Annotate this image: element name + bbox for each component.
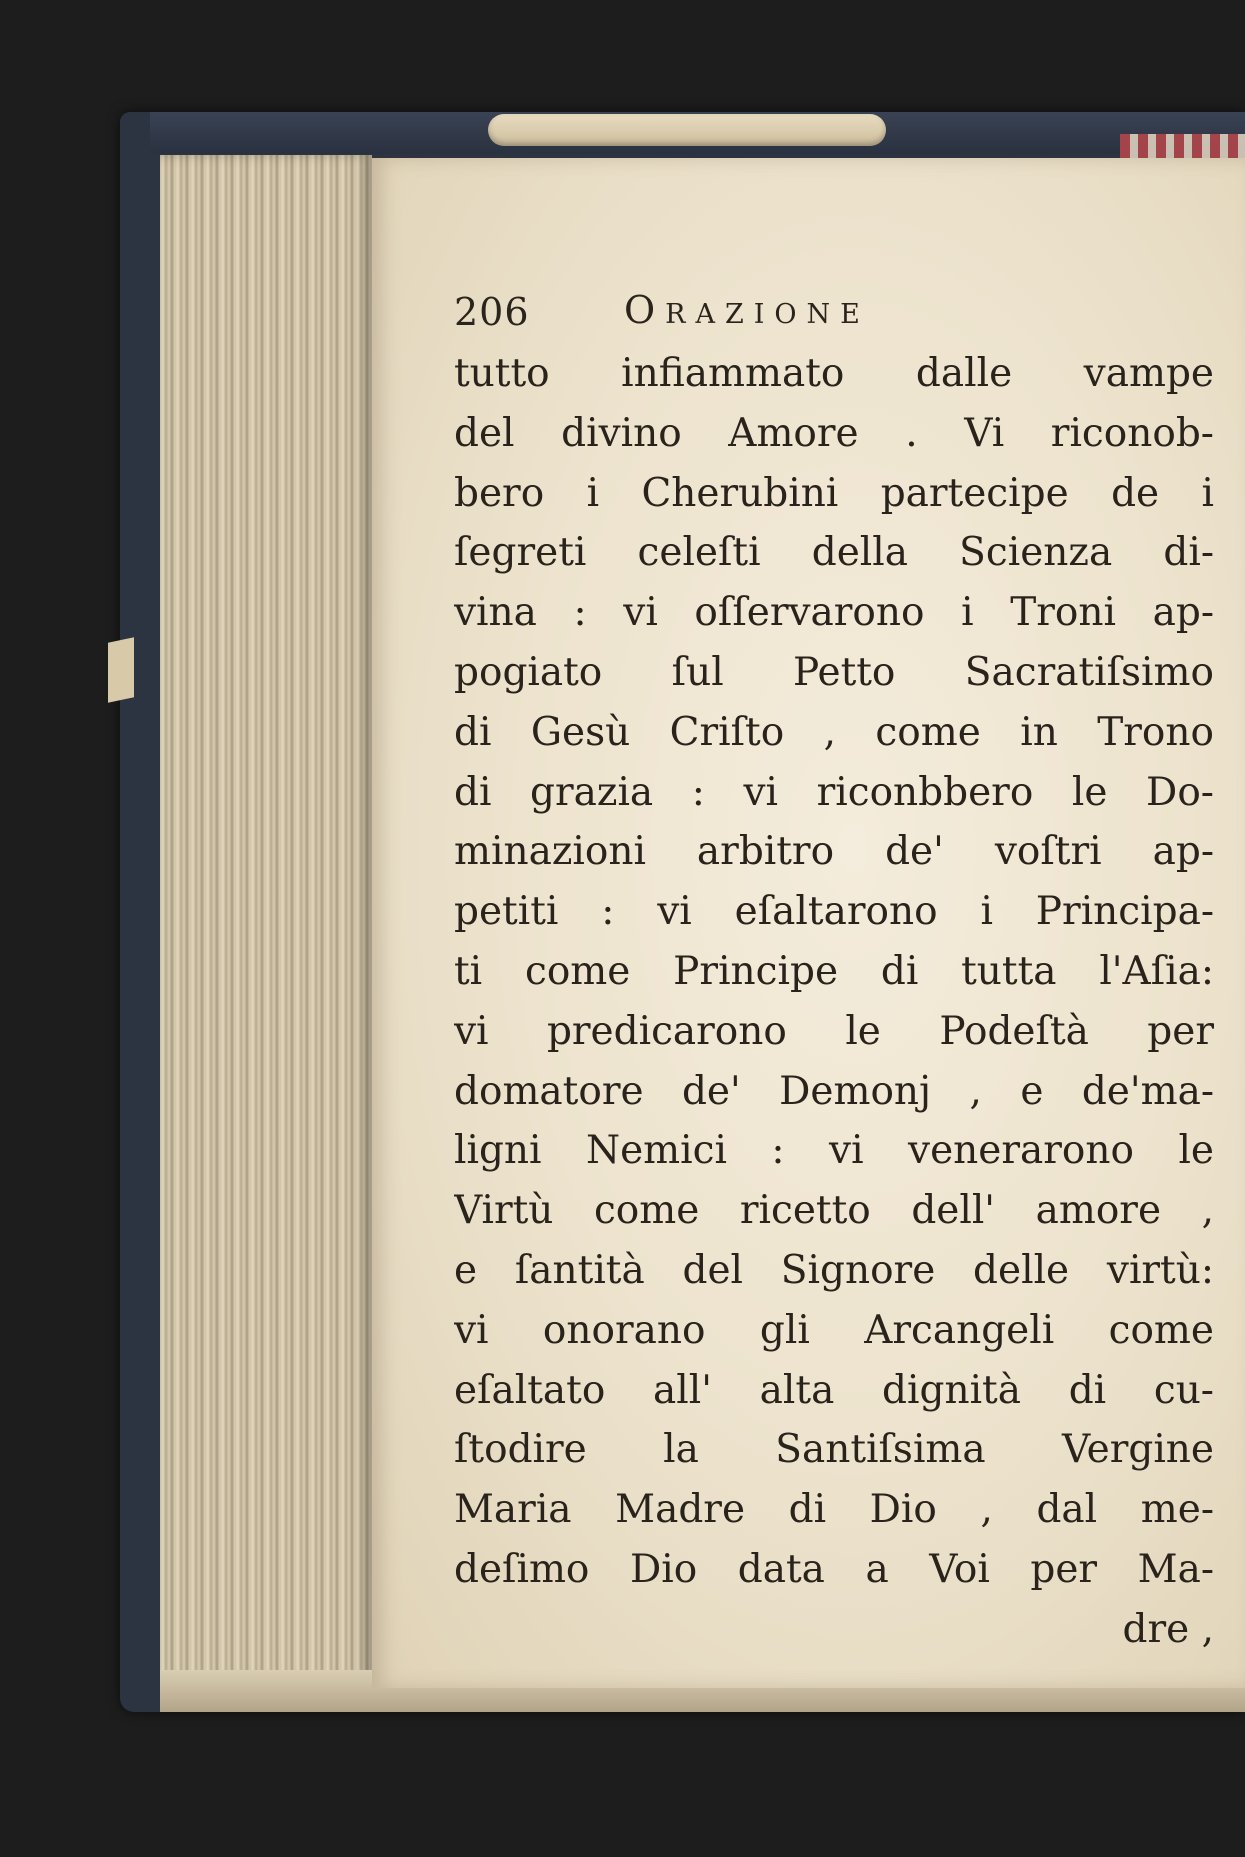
spine-tape xyxy=(488,114,886,146)
page-number: 206 xyxy=(454,290,530,334)
text-line: bero i Cherubini partecipe de i xyxy=(454,470,1214,516)
text-line: deſimo Dio data a Voi per Ma- xyxy=(454,1546,1214,1592)
text-line: vi predicarono le Podeſtà per xyxy=(454,1008,1214,1054)
text-line: Maria Madre di Dio , dal me- xyxy=(454,1487,1214,1533)
text-line: vi onorano gli Arcangeli come xyxy=(454,1307,1214,1353)
text-line: di grazia : vi riconbbero le Do- xyxy=(454,769,1214,815)
text-line: domatore de' Demonj , e de'ma- xyxy=(454,1068,1214,1114)
text-line: pogiato ſul Petto Sacratiſsimo xyxy=(454,649,1214,695)
body-text xyxy=(454,344,1214,1660)
text-line: eſaltato all' alta dignità di cu- xyxy=(454,1367,1214,1413)
running-head: Orazione xyxy=(624,288,870,332)
headband xyxy=(1120,134,1245,160)
page-content xyxy=(454,286,1214,1660)
text-line: e ſantità del Signore delle virtù: xyxy=(454,1247,1214,1293)
text-line: vina : vi oſſervarono i Troni ap- xyxy=(454,590,1214,636)
text-line: petiti : vi eſaltarono i Principa- xyxy=(454,889,1214,935)
text-line: ligni Nemici : vi venerarono le xyxy=(454,1128,1214,1174)
text-line: minazioni arbitro de' voſtri ap- xyxy=(454,829,1214,875)
text-line: ti come Principe di tutta l'Aſia: xyxy=(454,948,1214,994)
text-line: tutto infiammato dalle vampe xyxy=(454,351,1214,396)
text-line: Virtù come ricetto dell' amore , xyxy=(454,1188,1214,1234)
page-edges xyxy=(160,155,372,1695)
text-line: ſegreti celeſti della Scienza di- xyxy=(454,530,1214,576)
torn-spine-fragment xyxy=(108,637,134,703)
page-header xyxy=(454,286,1214,344)
text-line-catchword: dre , xyxy=(1122,1606,1214,1652)
text-line: di Gesù Criſto , come in Trono xyxy=(454,709,1214,755)
text-line: del divino Amore . Vi riconob- xyxy=(454,410,1214,456)
text-line: ſtodire la Santiſsima Vergine xyxy=(454,1427,1214,1473)
book-page xyxy=(372,158,1245,1688)
